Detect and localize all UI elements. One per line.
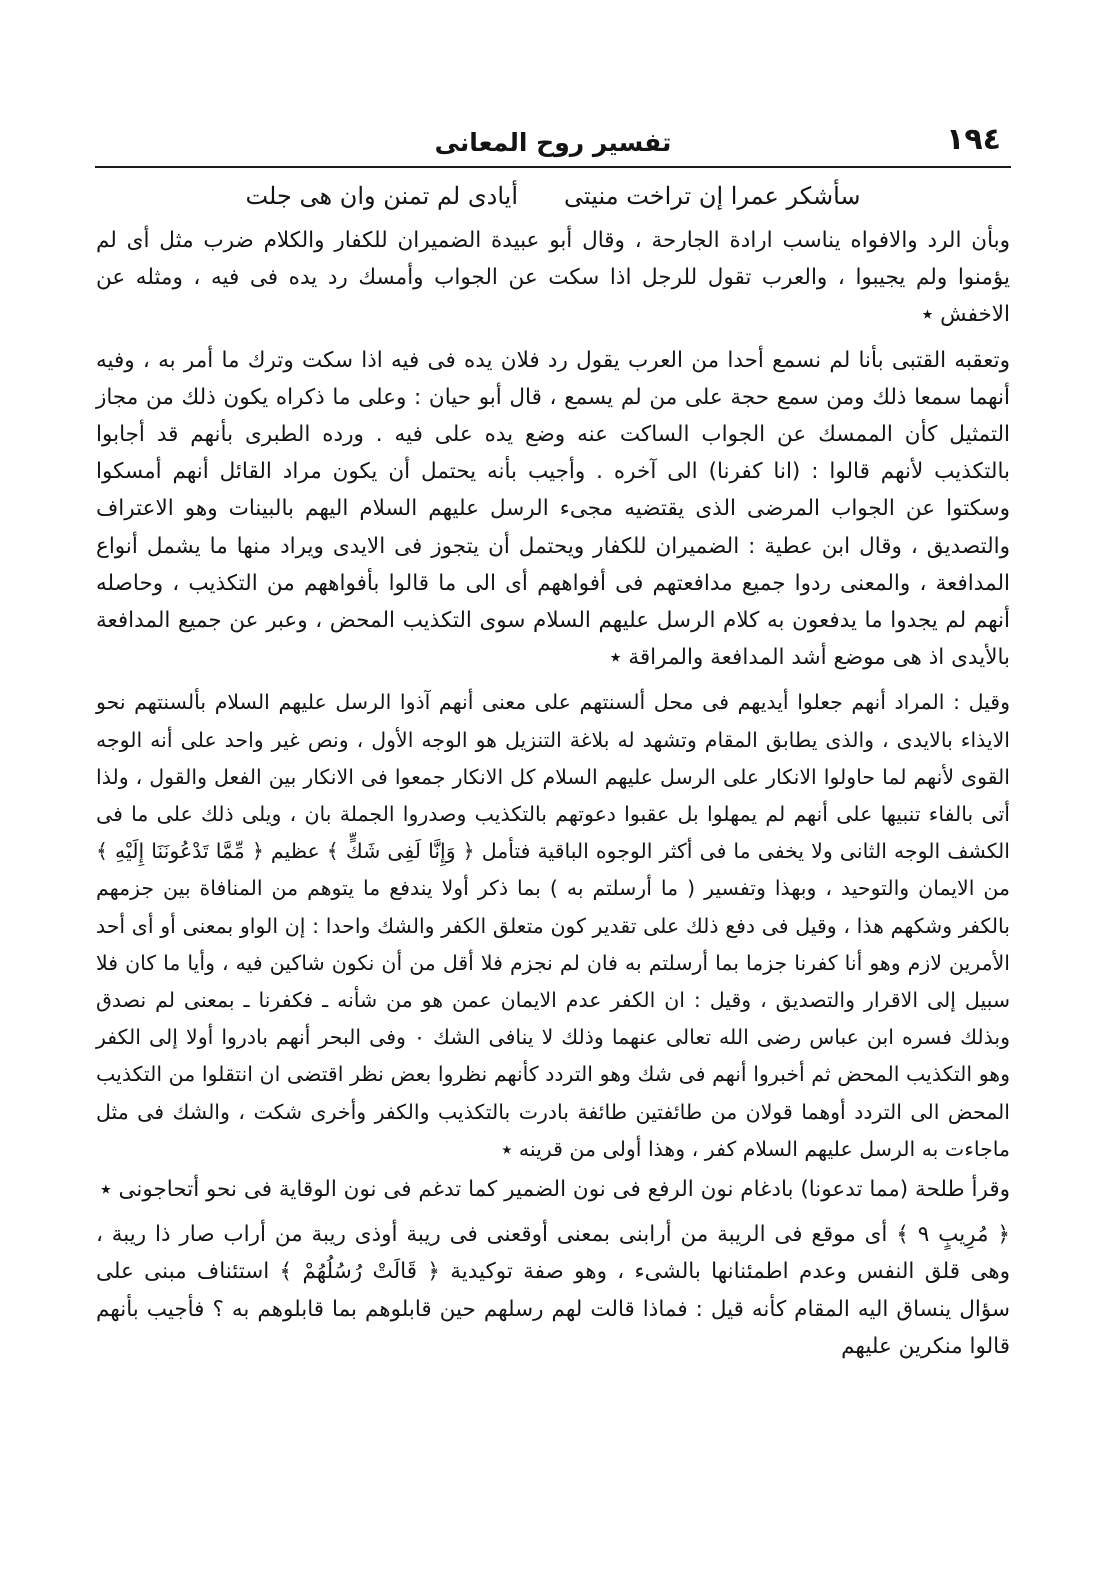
paragraph: وبأن الرد والافواه يناسب ارادة الجارحة ، وقال أبو عبيدة الضميران للكفار والكلام ضرب مثل أى لم يؤمنوا ولم يجيبوا ، والعرب تقول للرجل اذا سكت عن الجواب وأمسك رد يده فى فيه ، ومثله عن الاخفش ٭: [96, 228, 1010, 328]
running-title: تفسير روح المعانى: [434, 128, 672, 157]
page-header: [95, 122, 1011, 168]
paragraph: ﴿ مُرِيبٍ ٩ ﴾ أى موقع فى الريبة من أرابنى بمعنى أوقعنى فى ريبة أوذى ريبة من أراب صار ذا ريبة ، وهى قلق النفس وعدم اطمئنانها بالشىء ، وهو صفة توكيدية ﴿ قَالَتْ رُسُلُهُمْ ﴾ استئناف مبنى على سؤال ينساق اليه المقام كأنه قيل : فماذا قالت لهم رسلهم حين قابلوهم بما قابلوهم به ؟ فأجيب بأنهم قالوا منكرين عليهم: [96, 1222, 1010, 1359]
page-number: ١٩٤: [946, 122, 1001, 157]
poetry-verse: [100, 176, 1006, 216]
paragraph: وتعقبه القتبى بأنا لم نسمع أحدا من العرب يقول رد فلان يده فى فيه اذا سكت وترك ما أمر به ، وفيه أنهما سمعا ذلك ومن سمع حجة على من لم يسمع ، قال أبو حيان : وعلى ما ذكراه يكون ذلك من مجاز التمثيل كأن الممسك عن الجواب الساكت عنه وضع يده على فيه . ورده الطبرى بأنهم قد أجابوا بالتكذيب لأنهم قالوا : (انا كفرنا) الى آخره . وأجيب بأنه يحتمل أن يكون مراد القائل أنهم أمسكوا وسكتوا عن الجواب المرضى الذى يقتضيه مجىء الرسل عليهم السلام اليهم بالبينات وهو الاعتراف والتصديق ، وقال ابن عطية : الضميران للكفار ويحتمل أن يتجوز فى الايدى ويراد منها ما يشمل أنواع المدافعة ، والمعنى ردوا جميع مدافعتهم فى أفواههم أى الى ما قالوا بأفواههم من التكذيب ، وحاصله أنهم لم يجدوا ما يدفعون به كلام الرسل عليهم السلام سوى التكذيب المحض ، وعبر عن جميع المدافعة بالأيدى اذ هى موضع أشد المدافعة والمراقة ٭: [96, 347, 1010, 671]
paragraph: وقيل : المراد أنهم جعلوا أيديهم فى محل ألسنتهم على معنى أنهم آذوا الرسل عليهم السلام بألسنتهم نحو الايذاء بالايدى ، والذى يطابق المقام وتشهد له بلاغة التنزيل هو الوجه الأول ، ونص غير واحد على أنه الوجه القوى لأنهم لما حاولوا الانكار على الرسل عليهم السلام كل الانكار جمعوا فى الانكار بين الفعل والقول ، ولذا أتى بالفاء تنبيها على أنهم لم يمهلوا بل عقبوا دعوتهم بالتكذيب وصدروا الجملة بان ، ويلى ذلك على ما فى الكشف الوجه الثانى ولا يخفى ما فى أكثر الوجوه الباقية فتأمل ﴿ وَإِنَّا لَفِى شَكٍّ ﴾ عظيم ﴿ مِّمَّا تَدْعُونَنَا إِلَيْهِ ﴾ من الايمان والتوحيد ، وبهذا وتفسير ( ما أرسلتم به ) بما ذكر أولا يندفع ما يتوهم من المنافاة بين جزمهم بالكفر وشكهم هذا ، وقيل فى دفع ذلك على تقدير كون متعلق الكفر والشك واحدا : إن الواو بمعنى أو أى أحد الأمرين لازم وهو أنا كفرنا جزما بما أرسلتم به فان لم نجزم فلا أقل من أن نكون شاكين فيه ، وأيا ما كان فلا سبيل إلى الاقرار والتصديق ، وقيل : ان الكفر عدم الايمان عمن هو من شأنه ـ فكفرنا ـ بمعنى لم نصدق وبذلك فسره ابن عباس رضى الله تعالى عنهما وذلك لا ينافى الشك ٠ وفى البحر أنهم بادروا أولا إلى الكفر وهو التكذيب المحض ثم أخبروا أنهم فى شك وهو التردد كأنهم نظروا بعض نظر اقتضى ان انتقلوا من التكذيب المحض الى التردد أوهما قولان من طائفتين طائفة بادرت بالتكذيب والكفر وأخرى شكت ، والشك فى مثل ماجاءت به الرسل عليهم السلام كفر ، وهذا أولى من قرينه ٭: [96, 690, 1010, 1161]
paragraph: وقرأ طلحة (مما تدعونا) بادغام نون الرفع فى نون الضمير كما تدغم فى نون الوقاية فى نحو أتحاجونى ٭: [99, 1177, 1010, 1203]
body-text: [96, 222, 1010, 1368]
verse-first-hemistich: سأشكر عمرا إن تراخت منيتى: [564, 182, 861, 210]
verse-second-hemistich: أيادى لم تمنن وان هى جلت: [245, 182, 518, 210]
